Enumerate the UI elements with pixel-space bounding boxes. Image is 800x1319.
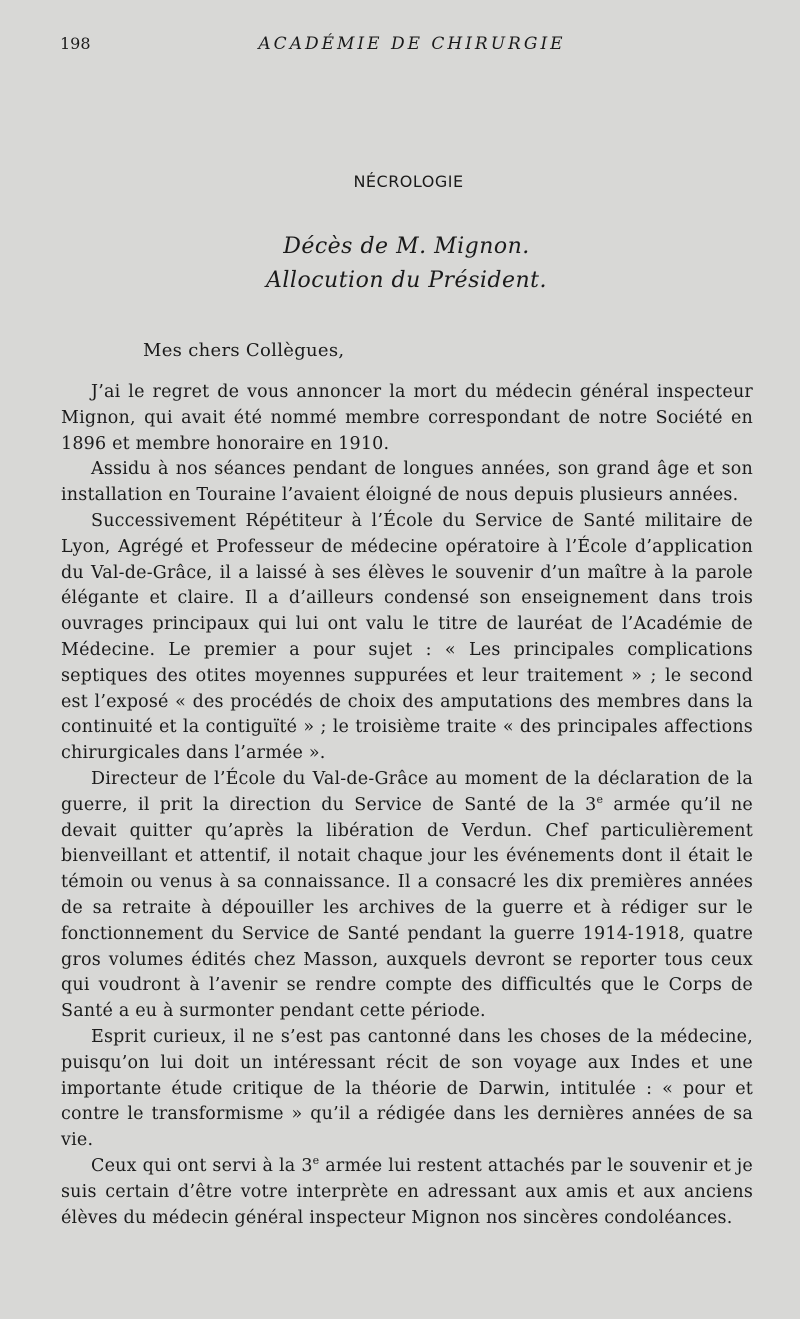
page-number: 198 [60, 34, 91, 53]
paragraph-6 [61, 1154, 753, 1231]
paragraph-4-text-before: Directeur de l’École du Val-de-Grâce au moment de la déclaration de la guerre, il prit la direction du Service de Santé de la 3 [61, 768, 753, 815]
article-title-line-2: Allocution du Président. [266, 268, 547, 293]
paragraph-3: Successivement Répétiteur à l’École du Service de Santé militaire de Lyon, Agrégé et Professeur de médecine opératoire à l’École d’application du Val-de-Grâce, il a laissé à ses élèves le souvenir d’un maître à la parole élégante et claire. Il a d’ailleurs condensé son enseignement dans trois ouvrages principaux qui lui ont valu le titre de lauréat de l’Académie de Médecine. Le premier a pour sujet : « Les principales complications septiques des otites moyennes suppurées et leur traitement » ; le second est l’exposé « des procédés de choix des amputations des membres dans la continuité et la contiguïté » ; le troisième traite « des principales affections chirurgicales dans l’armée ». [61, 510, 753, 764]
section-heading: NÉCROLOGIE [353, 172, 464, 191]
body-text [61, 380, 753, 1231]
ordinal-superscript: e [312, 1154, 320, 1168]
paragraph-6-text-after: armée lui restent attachés par le souvenir et je suis certain d’être votre interprète en adressant aux amis et aux anciens élèves du médecin général inspecteur Mignon nos sincères condoléances. [61, 1155, 753, 1228]
paragraph-5: Esprit curieux, il ne s’est pas cantonné dans les choses de la médecine, puisqu’on lui doit un intéressant récit de son voyage aux Indes et une importante étude critique de la théorie de Darwin, intitulée : « pour et contre le transformisme » qu’il a rédigée dans les dernières années de sa vie. [61, 1026, 753, 1151]
running-title: ACADÉMIE DE CHIRURGIE [258, 34, 566, 54]
paragraph-2: Assidu à nos séances pendant de longues années, son grand âge et son installation en Touraine l’avaient éloigné de nous depuis plusieurs années. [61, 459, 753, 506]
ordinal-superscript: e [596, 792, 604, 806]
paragraph-1: J’ai le regret de vous annoncer la mort du médecin général inspecteur Mignon, qui avait été nommé membre correspondant de notre Société en 1896 et membre honoraire en 1910. [61, 382, 753, 454]
article-title-line-1: Décès de M. Mignon. [283, 234, 530, 259]
paragraph-6-text-before: Ceux qui ont servi à la 3 [91, 1155, 313, 1176]
paragraph-4 [61, 767, 753, 1025]
paragraph-4-text-after: armée qu’il ne devait quitter qu’après la libération de Verdun. Chef particulièrement bienveillant et attentif, il notait chaque jour les événements dont il était le témoin ou venus à sa connaissance. Il a consacré les dix premières années de sa retraite à dépouiller les archives de la guerre et à rédiger sur le fonctionnement du Service de Santé pendant la guerre 1914-1918, quatre gros volumes édités chez Masson, auxquels devront se reporter tous ceux qui voudront à l’avenir se rendre compte des difficultés que le Corps de Santé a eu à surmonter pendant cette période. [61, 794, 753, 1022]
salutation: Mes chers Collègues, [143, 340, 345, 361]
running-head [60, 34, 752, 54]
